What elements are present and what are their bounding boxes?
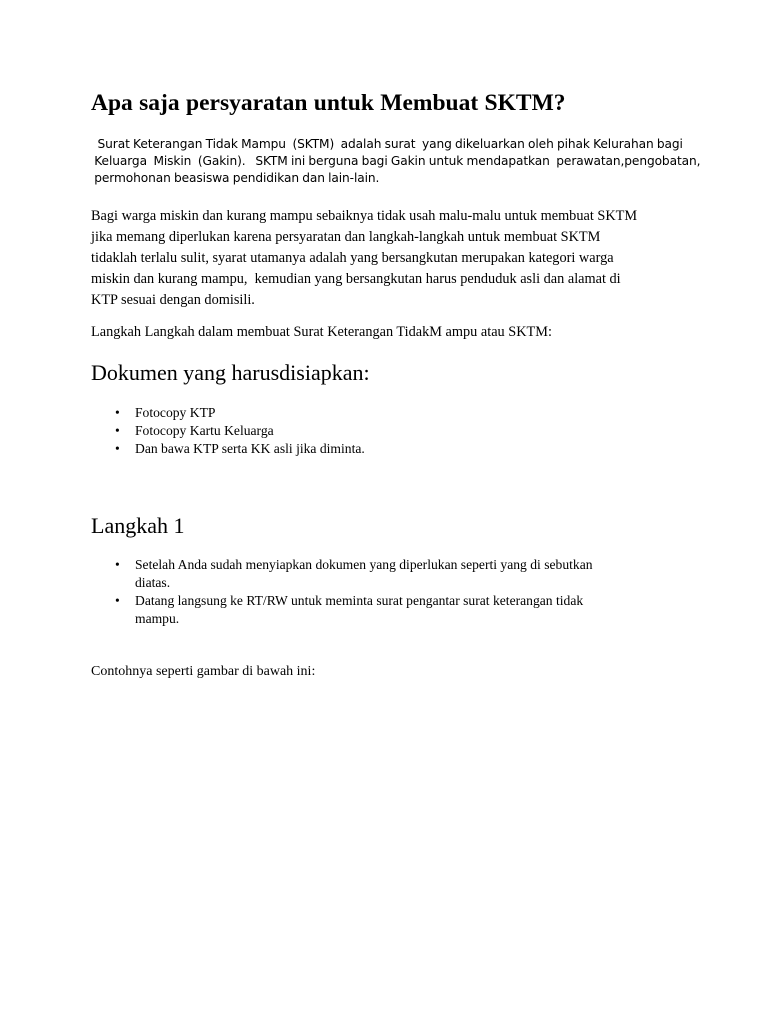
bullet-icon: • (115, 441, 120, 456)
paragraph-line: miskin dan kurang mampu, kemudian yang bersangkutan harus penduduk asli dan alamat di (91, 271, 621, 287)
list-item (91, 440, 365, 458)
paragraph-line: jika memang diperlukan karena persyaratan dan langkah-langkah untuk membuat SKTM (91, 229, 601, 245)
intro-paragraph (91, 136, 701, 187)
step1-heading: Langkah 1 (91, 513, 185, 538)
step1-list (91, 556, 593, 628)
bullet-icon: • (115, 593, 120, 608)
list-item (91, 592, 593, 628)
list-item-text: Fotocopy Kartu Keluarga (135, 423, 274, 438)
list-item (91, 404, 365, 422)
intro-line: Keluarga Miskin (Gakin). SKTM ini berguna bagi Gakin untuk mendapatkan perawatan,pengobatan, (91, 154, 701, 168)
list-item (91, 422, 365, 440)
list-item-text: diatas. (135, 575, 171, 590)
paragraph-line: Bagi warga miskin dan kurang mampu sebaiknya tidak usah malu-malu untuk membuat SKTM (91, 208, 638, 224)
example-caption: Contohnya seperti gambar di bawah ini: (91, 664, 316, 679)
documents-list (91, 404, 365, 458)
bullet-icon: • (115, 557, 120, 572)
list-item-text: Datang langsung ke RT/RW untuk meminta surat pengantar surat keterangan tidak (135, 593, 584, 608)
paragraph-line: Langkah Langkah dalam membuat Surat Keterangan TidakM ampu atau SKTM: (91, 324, 552, 340)
steps-intro-paragraph (91, 322, 691, 343)
list-item-text: Dan bawa KTP serta KK asli jika diminta. (135, 441, 365, 456)
bullet-icon: • (115, 423, 120, 438)
paragraph-line: KTP sesuai dengan domisili. (91, 292, 255, 308)
list-item-text: mampu. (135, 611, 180, 626)
intro-line: permohonan beasiswa pendidikan dan lain-lain. (91, 171, 380, 185)
list-item-text: Fotocopy KTP (135, 405, 216, 420)
page-title: Apa saja persyaratan untuk Membuat SKTM? (91, 90, 566, 116)
bullet-icon: • (115, 405, 120, 420)
documents-heading: Dokumen yang harusdisiapkan: (91, 360, 370, 385)
paragraph-line: tidaklah terlalu sulit, syarat utamanya adalah yang bersangkutan merupakan kategori warga (91, 250, 614, 266)
list-item (91, 556, 593, 592)
list-item-text: Setelah Anda sudah menyiapkan dokumen yang diperlukan seperti yang di sebutkan (135, 557, 593, 572)
explanation-paragraph (91, 206, 691, 311)
intro-line: Surat Keterangan Tidak Mampu (SKTM) adalah surat yang dikeluarkan oleh pihak Kelurahan bagi (91, 137, 683, 151)
